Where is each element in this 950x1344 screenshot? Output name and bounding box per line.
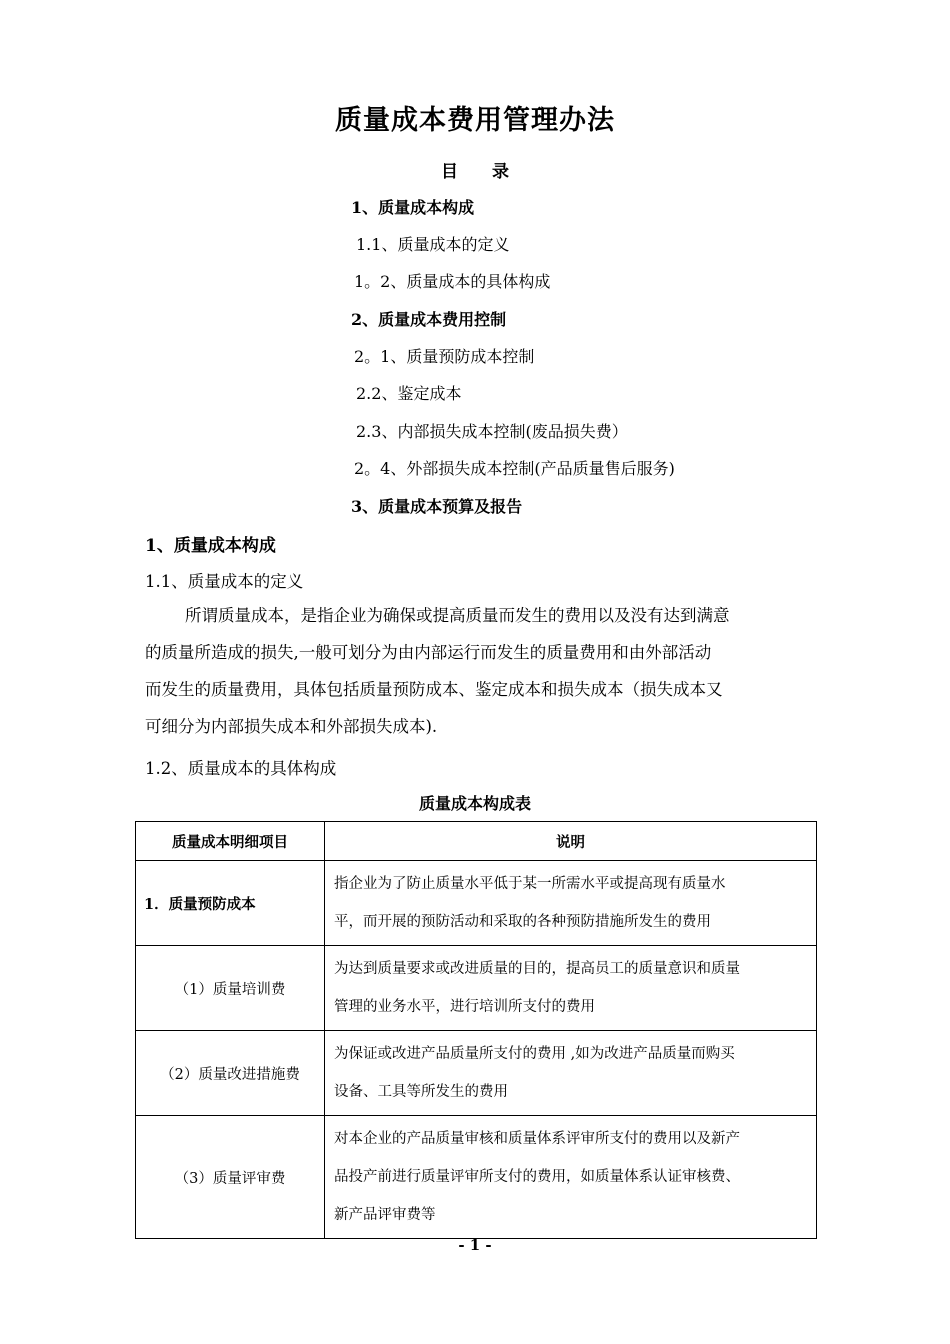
description-line: 为达到质量要求或改进质量的目的，提高员工的质量意识和质量 — [334, 961, 740, 977]
toc-item: 1.1、质量成本的定义 — [356, 235, 510, 254]
table-cell-item: （2）质量改进措施费 — [136, 1031, 325, 1116]
toc-heading: 目 录 — [441, 162, 509, 182]
section-heading: 1、质量成本构成 — [145, 536, 276, 556]
quality-cost-table — [135, 821, 817, 1239]
table-header-cell: 说明 — [325, 822, 817, 861]
table-cell-description — [325, 1116, 817, 1239]
table-row — [136, 861, 817, 946]
table-cell-item: （3）质量评审费 — [136, 1116, 325, 1239]
definition-paragraph — [145, 597, 815, 745]
document-title: 质量成本费用管理办法 — [335, 105, 615, 136]
description-line: 为保证或改进产品质量所支付的费用 ,如为改进产品质量而购买 — [334, 1046, 735, 1062]
table-row — [136, 1031, 817, 1116]
toc-item: 3、质量成本预算及报告 — [351, 497, 523, 516]
description-line: 平，而开展的预防活动和采取的各种预防措施所发生的费用 — [334, 914, 711, 930]
toc-item: 1。2、质量成本的具体构成 — [354, 272, 551, 291]
toc-item: 2。4、外部损失成本控制(产品质量售后服务) — [354, 459, 675, 478]
table-cell-description — [325, 946, 817, 1031]
table-row — [136, 1116, 817, 1239]
paragraph-line: 而发生的质量费用，具体包括质量预防成本、鉴定成本和损失成本（损失成本又 — [145, 680, 723, 699]
toc-item: 2、质量成本费用控制 — [351, 310, 507, 329]
toc-item: 1、质量成本构成 — [351, 198, 475, 217]
description-line: 对本企业的产品质量审核和质量体系评审所支付的费用以及新产 — [334, 1131, 740, 1147]
description-line: 新产品评审费等 — [334, 1207, 436, 1223]
subsection-heading: 1.2、质量成本的具体构成 — [145, 759, 337, 778]
table-cell-item: （1）质量培训费 — [136, 946, 325, 1031]
description-line: 品投产前进行质量评审所支付的费用，如质量体系认证审核费、 — [334, 1169, 740, 1185]
subsection-heading: 1.1、质量成本的定义 — [145, 572, 304, 591]
toc-item: 2.3、内部损失成本控制(废品损失费） — [356, 422, 628, 441]
paragraph-line: 所谓质量成本，是指企业为确保或提高质量而发生的费用以及没有达到满意 — [185, 606, 730, 625]
table-header-row — [136, 822, 817, 861]
description-line: 设备、工具等所发生的费用 — [334, 1084, 508, 1100]
page-number: - 1 - — [458, 1236, 492, 1254]
table-cell-description — [325, 861, 817, 946]
table-header-cell: 质量成本明细项目 — [136, 822, 325, 861]
description-line: 管理的业务水平，进行培训所支付的费用 — [334, 999, 595, 1015]
table-title: 质量成本构成表 — [418, 794, 531, 813]
toc-item: 2.2、鉴定成本 — [356, 384, 462, 403]
description-line: 指企业为了防止质量水平低于某一所需水平或提高现有质量水 — [334, 876, 726, 892]
paragraph-line: 可细分为内部损失成本和外部损失成本). — [145, 717, 438, 736]
paragraph-line: 的质量所造成的损失,一般可划分为由内部运行而发生的质量费用和由外部活动 — [145, 643, 712, 662]
table-cell-item: 1．质量预防成本 — [136, 861, 325, 946]
table-cell-description — [325, 1031, 817, 1116]
toc-item: 2。1、质量预防成本控制 — [354, 347, 535, 366]
table-row — [136, 946, 817, 1031]
